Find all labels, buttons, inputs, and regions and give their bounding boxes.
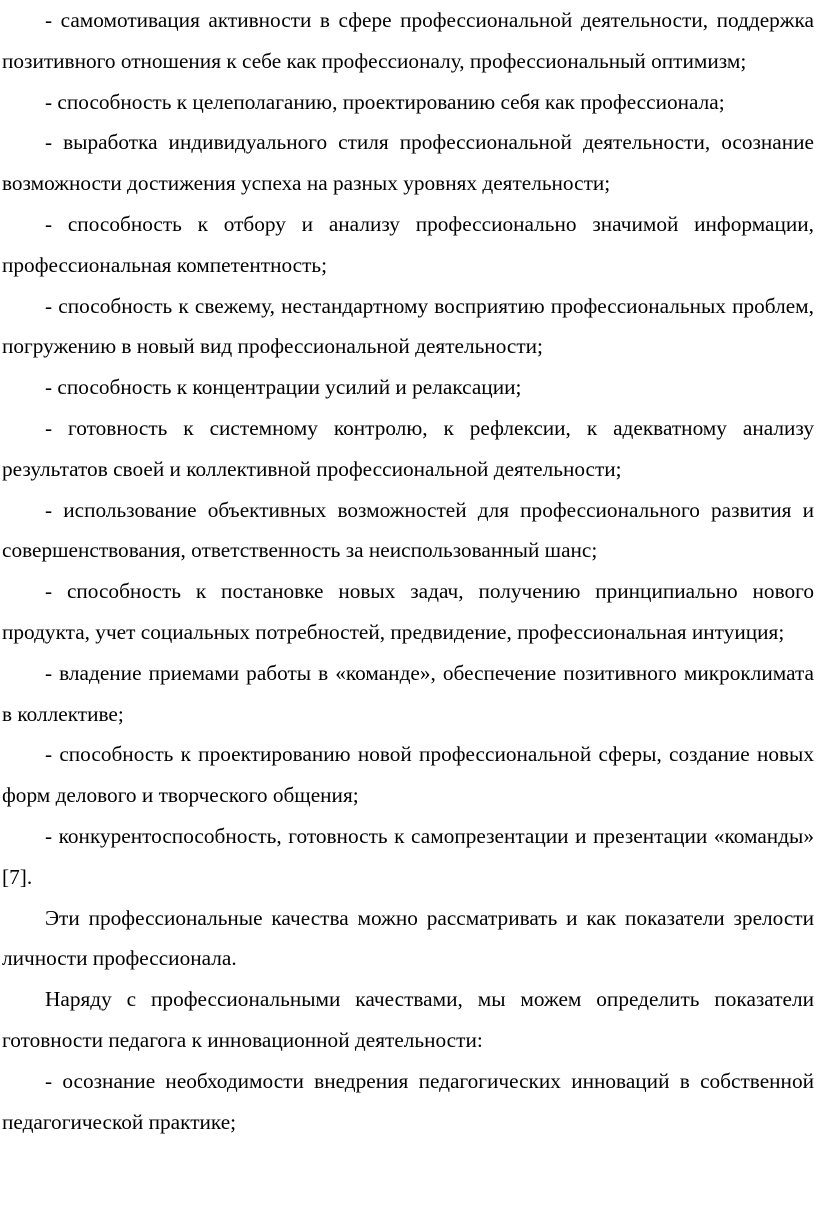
- list-item-objective-opportunities: - использование объективных возможностей для профессионального развития и совершенствования, ответственность за неиспользованный шанс;: [2, 497, 814, 563]
- list-item-system-control: - готовность к системному контролю, к рефлексии, к адекватному анализу результатов своей и коллективной профессиональной деятельности;: [2, 415, 814, 481]
- document-page: [2, 0, 814, 1142]
- list-item-competitiveness: - конкурентоспособность, готовность к самопрезентации и презентации «команды» [7].: [2, 823, 814, 889]
- list-item-innovation-awareness: - осознание необходимости внедрения педагогических инноваций в собственной педагогической практике;: [2, 1068, 814, 1134]
- list-item-individual-style: - выработка индивидуального стиля профессиональной деятельности, осознание возможности достижения успеха на разных уровнях деятельности;: [2, 130, 814, 196]
- list-item-new-tasks: - способность к постановке новых задач, получению принципиально нового продукта, учет социальных потребностей, предвидение, профессиональная интуиция;: [2, 579, 814, 644]
- list-item-self-motivation: - самомотивация активности в сфере профессиональной деятельности, поддержка позитивного отношения к себе как профессионалу, профессиональный оптимизм;: [2, 8, 814, 73]
- list-item-information-analysis: - способность к отбору и анализу профессионально значимой информации, профессиональная компетентность;: [2, 211, 814, 277]
- list-item-fresh-perception: - способность к свежему, нестандартному восприятию профессиональных проблем, погружению в новый вид профессиональной деятельности;: [2, 293, 814, 359]
- list-item-teamwork: - владение приемами работы в «команде», обеспечение позитивного микроклимата в коллективе;: [2, 660, 814, 726]
- body-paragraph-readiness-intro: Наряду с профессиональными качествами, мы можем определить показатели готовности педагога к инновационной деятельности:: [2, 987, 814, 1052]
- list-item-new-sphere: - способность к проектированию новой профессиональной сферы, создание новых форм делового и творческого общения;: [2, 742, 814, 808]
- body-paragraph-maturity: Эти профессиональные качества можно рассматривать и как показатели зрелости личности профессионала.: [2, 905, 814, 971]
- list-item-concentration: - способность к концентрации усилий и релаксации;: [45, 375, 522, 400]
- list-item-goal-setting: - способность к целеполаганию, проектированию себя как профессионала;: [45, 89, 725, 114]
